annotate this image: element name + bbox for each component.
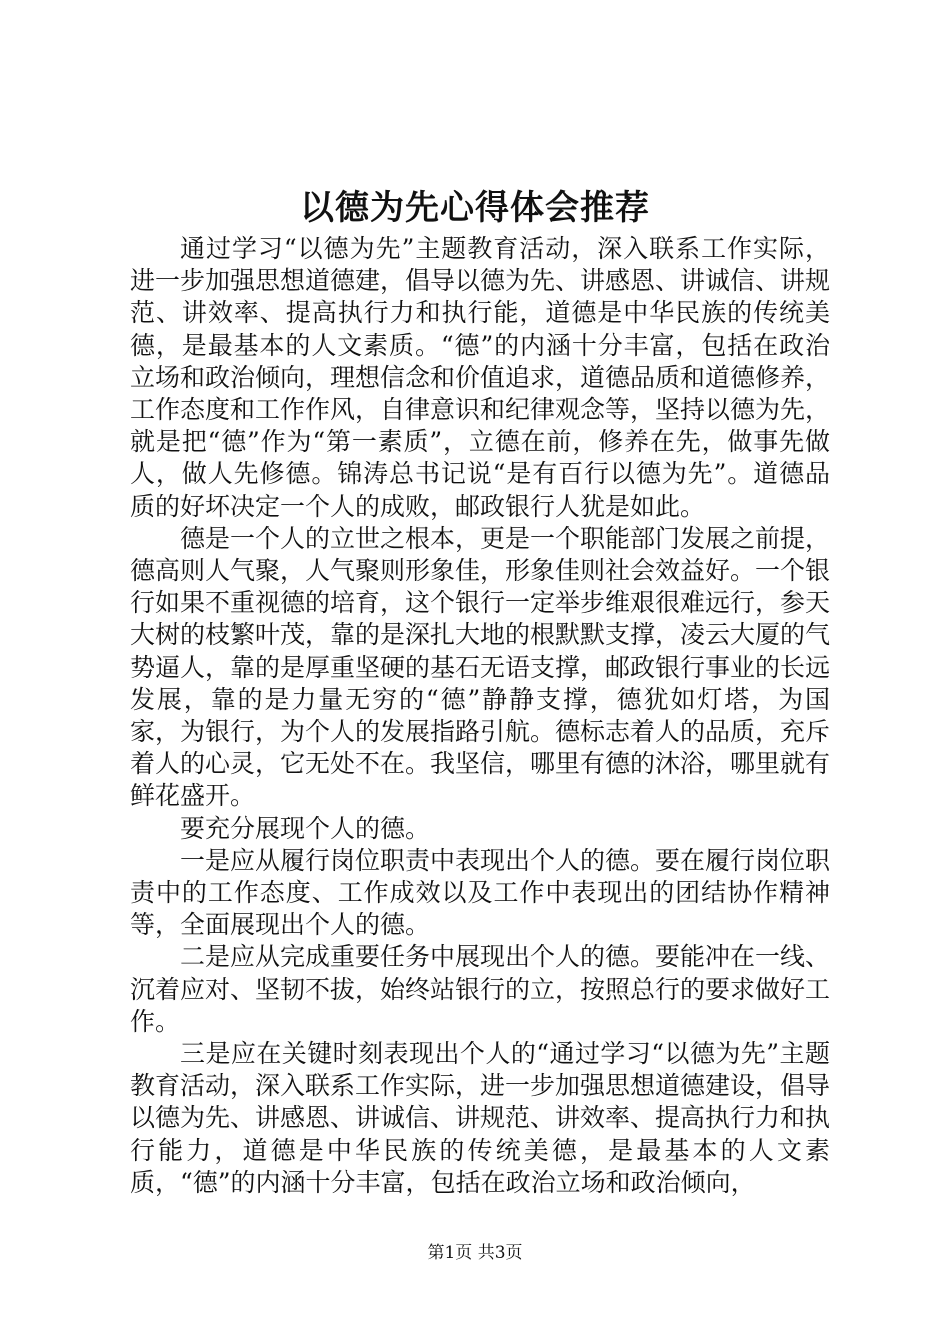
paragraph: 三是应在关键时刻表现出个人的“通过学习“以德为先”主题教育活动，深入联系工作实际，进一步加强思想道德建设，倡导以德为先、讲感恩、讲诚信、讲规范、讲效率、提高执行力和执行能力，道德是中华民族的传统美德，是最基本的人文素质，“德”的内涵十分丰富，包括在政治立场和政治倾向， xyxy=(130,1039,831,1197)
paragraph: 一是应从履行岗位职责中表现出个人的德。要在履行岗位职责中的工作态度、工作成效以及工作中表现出的团结协作精神等，全面展现出个人的德。 xyxy=(130,845,831,940)
paragraph: 要充分展现个人的德。 xyxy=(180,813,431,843)
paragraph: 二是应从完成重要任务中展现出个人的德。要能冲在一线、沉着应对、坚韧不拔，始终站银行的立，按照总行的要求做好工作。 xyxy=(130,942,831,1036)
page-number-footer: 第1页 共3页 xyxy=(427,1243,523,1263)
page-title: 以德为先心得体会推荐 xyxy=(300,188,650,228)
document-body xyxy=(130,233,830,1199)
paragraph: 通过学习“以德为先”主题教育活动，深入联系工作实际，进一步加强思想道德建，倡导以德为先、讲感恩、讲诚信、讲规范、讲效率、提高执行力和执行能，道德是中华民族的传统美德，是最基本的人文素质。“德”的内涵十分丰富，包括在政治立场和政治倾向，理想信念和价值追求，道德品质和道德修养，工作态度和工作作风，自律意识和纪律观念等，坚持以德为先，就是把“德”作为“第一素质”，立德在前，修养在先，做事先做人，做人先修德。锦涛总书记说“是有百行以德为先”。道德品质的好坏决定一个人的成败，邮政银行人犹是如此。 xyxy=(130,234,831,521)
paragraph: 德是一个人的立世之根本，更是一个职能部门发展之前提，德高则人气聚，人气聚则形象佳，形象佳则社会效益好。一个银行如果不重视德的培育，这个银行一定举步维艰很难远行，参天大树的枝繁叶茂，靠的是深扎大地的根默默支撑，凌云大厦的气势逼人，靠的是厚重坚硬的基石无语支撑，邮政银行事业的长远发展，靠的是力量无穷的“德”静静支撑，德犹如灯塔，为国家，为银行，为个人的发展指路引航。德标志着人的品质，充斥着人的心灵，它无处不在。我坚信，哪里有德的沐浴，哪里就有鲜花盛开。 xyxy=(130,523,831,811)
